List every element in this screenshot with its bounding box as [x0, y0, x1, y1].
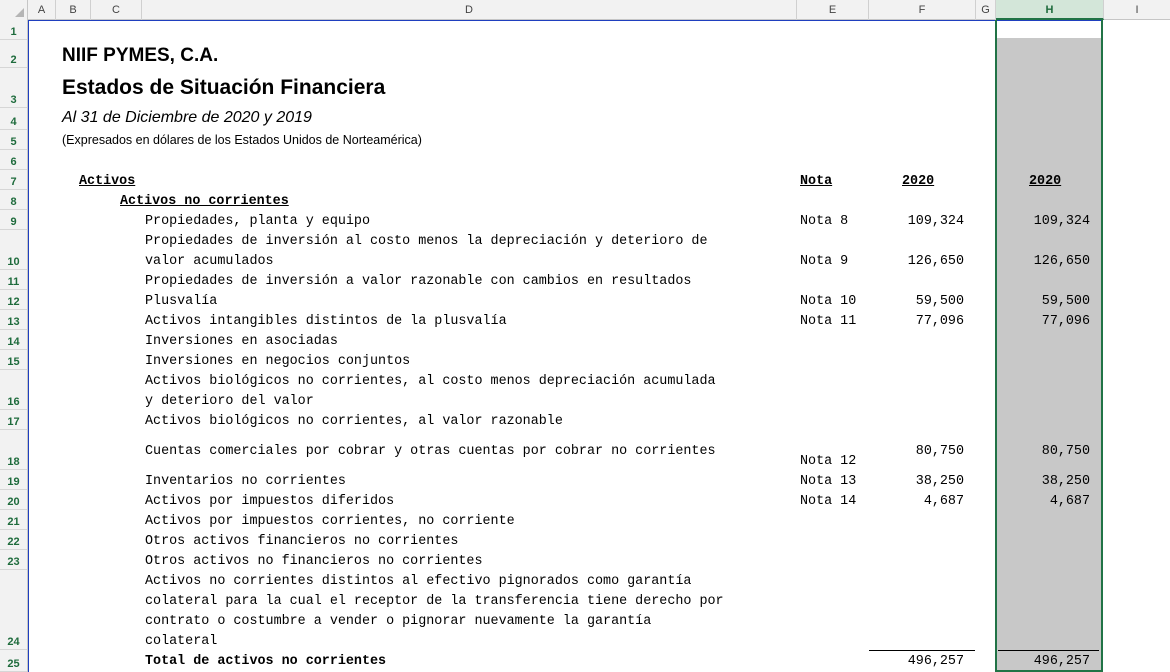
line-item-label: Plusvalía — [145, 294, 218, 309]
row-header[interactable]: 22 — [0, 530, 27, 550]
line-item-label: y deterioro del valor — [145, 394, 314, 409]
row-header[interactable]: 11 — [0, 270, 27, 290]
row-header[interactable]: 19 — [0, 470, 27, 490]
line-item-label: contrato o costumbre a vender o pignorar nuevamente la garantía — [145, 614, 652, 629]
line-item-value-f: 77,096 — [915, 314, 964, 329]
column-header-i[interactable]: I — [1135, 4, 1139, 16]
line-item-nota: Nota 10 — [800, 294, 857, 309]
line-item-value-h: 126,650 — [1033, 254, 1090, 269]
total-value-h: 496,257 — [1033, 654, 1090, 669]
line-item-label: Propiedades, planta y equipo — [145, 214, 370, 229]
statement-date: Al 31 de Diciembre de 2020 y 2019 — [62, 109, 312, 126]
line-item-value-h: 38,250 — [1041, 474, 1090, 489]
line-item-value-h: 59,500 — [1041, 294, 1090, 309]
line-item-value-h: 109,324 — [1033, 214, 1090, 229]
row-header[interactable]: 25 — [0, 650, 27, 672]
year-header-f: 2020 — [902, 174, 935, 189]
row-header[interactable]: 2 — [0, 40, 27, 68]
column-header-bar — [0, 0, 1170, 20]
line-item-value-h: 4,687 — [1049, 494, 1090, 509]
line-item-value-f: 4,687 — [923, 494, 964, 509]
row-header[interactable]: 20 — [0, 490, 27, 510]
row-header[interactable]: 10 — [0, 230, 27, 270]
column-header-a[interactable]: A — [28, 0, 56, 20]
line-item-label: Inversiones en asociadas — [145, 334, 338, 349]
line-item-label: Propiedades de inversión al costo menos la depreciación y deterioro de — [145, 234, 708, 249]
row-header[interactable]: 16 — [0, 370, 27, 410]
line-item-value-f: 126,650 — [907, 254, 964, 269]
line-item-value-h: 77,096 — [1041, 314, 1090, 329]
select-all-triangle-icon — [15, 8, 24, 17]
row-header[interactable]: 15 — [0, 350, 27, 370]
total-value-f: 496,257 — [907, 654, 964, 669]
line-item-nota: Nota 11 — [800, 314, 857, 329]
column-header-c[interactable]: C — [91, 0, 142, 20]
line-item-label: colateral — [145, 634, 218, 649]
section-heading: Activos — [79, 174, 136, 189]
year-header-h: 2020 — [1029, 174, 1062, 189]
line-item-value-f: 80,750 — [915, 444, 964, 459]
nota-header: Nota — [800, 174, 833, 189]
column-h-selection — [995, 20, 1103, 672]
line-item-label: Otros activos no financieros no corrientes — [145, 554, 483, 569]
row-header[interactable]: 23 — [0, 550, 27, 570]
row-header[interactable]: 24 — [0, 570, 27, 650]
worksheet[interactable] — [28, 20, 1170, 672]
row-header[interactable]: 9 — [0, 210, 27, 230]
line-item-value-f: 59,500 — [915, 294, 964, 309]
line-item-nota: Nota 12 — [800, 454, 857, 469]
line-item-nota: Nota 13 — [800, 474, 857, 489]
total-label: Total de activos no corrientes — [145, 654, 387, 669]
column-header-h[interactable]: H — [996, 0, 1104, 20]
row-header[interactable]: 7 — [0, 170, 27, 190]
row-header[interactable]: 5 — [0, 130, 27, 150]
line-item-value-f: 109,324 — [907, 214, 964, 229]
row-header[interactable]: 12 — [0, 290, 27, 310]
line-item-nota: Nota 8 — [800, 214, 849, 229]
column-header-d[interactable]: D — [142, 0, 797, 20]
row-header-bar — [0, 20, 28, 672]
line-item-label: Activos biológicos no corrientes, al costo menos depreciación acumulada — [145, 374, 716, 389]
line-item-nota: Nota 9 — [800, 254, 849, 269]
line-item-label: Activos biológicos no corrientes, al valor razonable — [145, 414, 563, 429]
line-item-label: Activos por impuestos diferidos — [145, 494, 395, 509]
line-item-label: Inversiones en negocios conjuntos — [145, 354, 411, 369]
line-item-label: Activos no corrientes distintos al efectivo pignorados como garantía — [145, 574, 692, 589]
row-header[interactable]: 21 — [0, 510, 27, 530]
row-header[interactable]: 14 — [0, 330, 27, 350]
row-header[interactable]: 4 — [0, 108, 27, 130]
line-item-nota: Nota 14 — [800, 494, 857, 509]
column-header-g[interactable]: G — [976, 0, 996, 20]
line-item-label: Activos por impuestos corrientes, no corriente — [145, 514, 515, 529]
statement-title: Estados de Situación Financiera — [62, 76, 386, 99]
line-item-value-h: 80,750 — [1041, 444, 1090, 459]
column-header-e[interactable]: E — [797, 0, 869, 20]
select-all-corner[interactable] — [0, 0, 28, 20]
line-item-value-f: 38,250 — [915, 474, 964, 489]
total-rule-f — [869, 650, 975, 651]
total-rule-h — [998, 650, 1099, 651]
line-item-label: Propiedades de inversión a valor razonable con cambios en resultados — [145, 274, 692, 289]
company-name: NIIF PYMES, C.A. — [62, 45, 219, 66]
line-item-label: colateral para la cual el receptor de la transferencia tiene derecho por — [145, 594, 724, 609]
column-header-f[interactable]: F — [869, 0, 976, 20]
subsection-heading: Activos no corrientes — [120, 194, 289, 209]
line-item-label: Inventarios no corrientes — [145, 474, 346, 489]
row-header[interactable]: 17 — [0, 410, 27, 430]
row-header[interactable]: 6 — [0, 150, 27, 170]
row-header[interactable]: 18 — [0, 430, 27, 470]
row-header[interactable]: 1 — [0, 20, 27, 40]
column-header-b[interactable]: B — [56, 0, 91, 20]
line-item-label: Activos intangibles distintos de la plusvalía — [145, 314, 507, 329]
line-item-label: Cuentas comerciales por cobrar y otras cuentas por cobrar no corrientes — [145, 444, 716, 459]
row-header[interactable]: 8 — [0, 190, 27, 210]
line-item-label: valor acumulados — [145, 254, 274, 269]
row-header[interactable]: 13 — [0, 310, 27, 330]
line-item-label: Otros activos financieros no corrientes — [145, 534, 459, 549]
currency-note: (Expresados en dólares de los Estados Unidos de Norteamérica) — [62, 133, 422, 147]
row-header[interactable]: 3 — [0, 68, 27, 108]
